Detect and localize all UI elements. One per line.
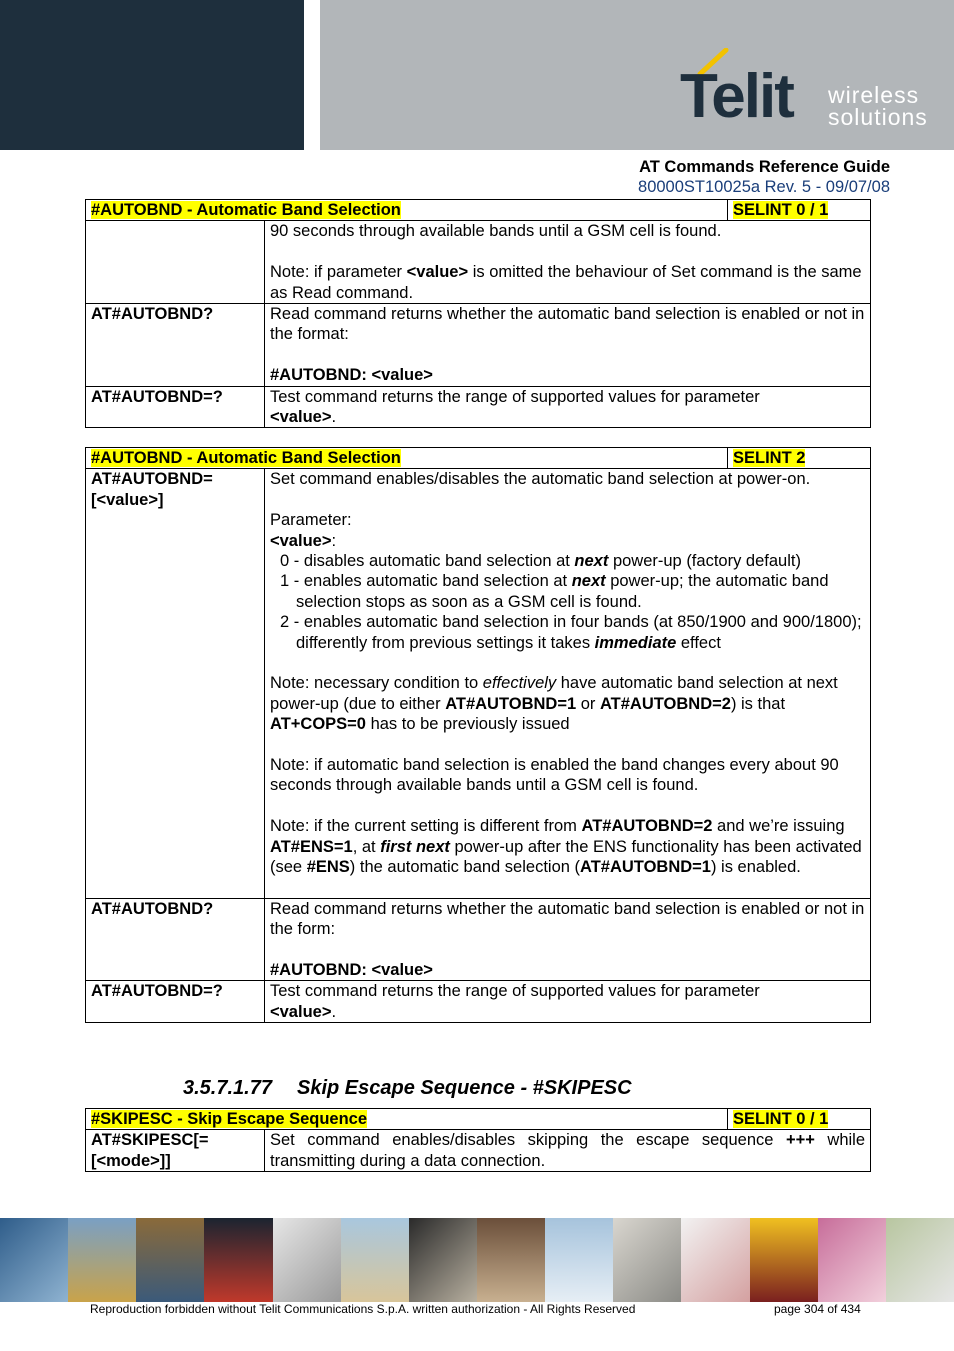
strip-photo (204, 1218, 272, 1302)
header-dark-panel (0, 0, 304, 150)
table-header-row (86, 1109, 871, 1130)
description-text: Test command returns the range of supported values for parameter (270, 387, 760, 406)
command-cell: AT#AUTOBND=? (86, 981, 265, 1023)
strip-photo (273, 1218, 341, 1302)
table-row (86, 469, 871, 898)
command-cell: AT#AUTOBND? (86, 304, 265, 387)
telit-logo (676, 48, 936, 134)
page-number: page 304 of 434 (774, 1302, 861, 1316)
parameter-name: <value>: (270, 531, 337, 550)
command-cell: AT#AUTOBND? (86, 898, 265, 981)
note-text: Note: if parameter <value> is omitted the behaviour of Set command is the same as Read command. (270, 263, 862, 302)
command-cell: AT#AUTOBND= [<value>] (86, 469, 265, 898)
description-cell (265, 898, 871, 981)
selint-cell (728, 448, 871, 469)
description-text: 90 seconds through available bands until a GSM cell is found. (270, 222, 722, 241)
selint-label: SELINT 0 / 1 (733, 1110, 829, 1128)
footer-copyright: Reproduction forbidden without Telit Communications S.p.A. written authorization - All Rights Reserved (90, 1302, 636, 1316)
table-row (86, 304, 871, 387)
strip-photo (750, 1218, 818, 1302)
section-heading (183, 1077, 632, 1100)
strip-photo (409, 1218, 477, 1302)
selint-cell (728, 200, 871, 221)
logo-tagline-wireless: wireless (828, 82, 920, 108)
command-cell: AT#SKIPESC[= [<mode>]] (86, 1130, 265, 1172)
parameter-ref: <value>. (270, 408, 337, 427)
table-title-cell (86, 200, 728, 221)
description-cell (265, 1130, 871, 1172)
table-row (86, 898, 871, 981)
description-cell (265, 386, 871, 428)
parameter-ref: <value>. (270, 1002, 337, 1021)
description-cell (265, 981, 871, 1023)
table-row (86, 386, 871, 428)
table-header-row (86, 200, 871, 221)
description-text: Read command returns whether the automatic band selection is enabled or not in the format: (270, 305, 865, 344)
table-title-cell (86, 1109, 728, 1130)
description-cell (265, 469, 871, 898)
note-text: Note: necessary condition to effectively have automatic band selection at next power-up (due to either AT#AUTOBND=1 or AT#AUTOBND=2) is that AT+COPS=0 has to be previously issued (270, 674, 838, 734)
strip-photo (886, 1218, 954, 1302)
selint-cell (728, 1109, 871, 1130)
skipesc-table (85, 1108, 871, 1172)
description-text: Set command enables/disables skipping the escape sequence +++ while transmitting during a data connection. (270, 1131, 866, 1170)
table-title-cell (86, 448, 728, 469)
command-cell: AT#AUTOBND=? (86, 386, 265, 428)
guide-title: AT Commands Reference Guide (639, 158, 890, 176)
response-format: #AUTOBND: <value> (270, 961, 433, 980)
autobnd-selint01-table (85, 199, 871, 428)
section-number: 3.5.7.1.77 (183, 1077, 272, 1099)
command-cell (86, 221, 265, 304)
strip-photo (68, 1218, 136, 1302)
table-title: #AUTOBND - Automatic Band Selection (91, 201, 401, 219)
description-cell (265, 304, 871, 387)
strip-photo (613, 1218, 681, 1302)
option-0: 0 - disables automatic band selection at next power-up (factory default) (280, 552, 801, 571)
footer-photo-strip (0, 1218, 954, 1302)
table-row (86, 1130, 871, 1172)
strip-photo (477, 1218, 545, 1302)
table-title: #SKIPESC - Skip Escape Sequence (91, 1110, 368, 1128)
table-row (86, 981, 871, 1023)
strip-photo (818, 1218, 886, 1302)
strip-photo (341, 1218, 409, 1302)
parameter-label: Parameter: (270, 511, 352, 530)
section-title: Skip Escape Sequence - #SKIPESC (297, 1077, 632, 1099)
description-cell (265, 221, 871, 304)
selint-label: SELINT 2 (733, 449, 806, 467)
strip-photo (0, 1218, 68, 1302)
description-text: Test command returns the range of supported values for parameter (270, 982, 760, 1001)
selint-label: SELINT 0 / 1 (733, 201, 829, 219)
logo-wordmark: Telit (680, 62, 793, 131)
table-row (86, 221, 871, 304)
description-text: Read command returns whether the automatic band selection is enabled or not in the form: (270, 899, 865, 939)
strip-photo (681, 1218, 749, 1302)
description-text: Set command enables/disables the automatic band selection at power-on. (270, 470, 811, 489)
logo-tagline-solutions: solutions (828, 104, 928, 130)
table-title: #AUTOBND - Automatic Band Selection (91, 449, 401, 467)
autobnd-selint2-table (85, 447, 871, 1023)
strip-photo (136, 1218, 204, 1302)
note-text: Note: if automatic band selection is enabled the band changes every about 90 seconds through available bands until a GSM cell is found. (270, 756, 839, 795)
guide-version: 80000ST10025a Rev. 5 - 09/07/08 (638, 178, 890, 196)
table-header-row (86, 448, 871, 469)
option-2: 2 - enables automatic band selection in four bands (at 850/1900 and 900/1800); differently from previous settings it takes immediate effect (280, 613, 862, 652)
note-text: Note: if the current setting is different from AT#AUTOBND=2 and we’re issuing AT#ENS=1, at first next power-up after the ENS functionality has been activated (see #ENS) the automatic band selection (AT#AUTOBND=1) is enabled. (270, 817, 862, 877)
option-1: 1 - enables automatic band selection at next power-up; the automatic band selection stops as soon as a GSM cell is found. (280, 572, 829, 611)
response-format: #AUTOBND: <value> (270, 366, 433, 385)
strip-photo (545, 1218, 613, 1302)
